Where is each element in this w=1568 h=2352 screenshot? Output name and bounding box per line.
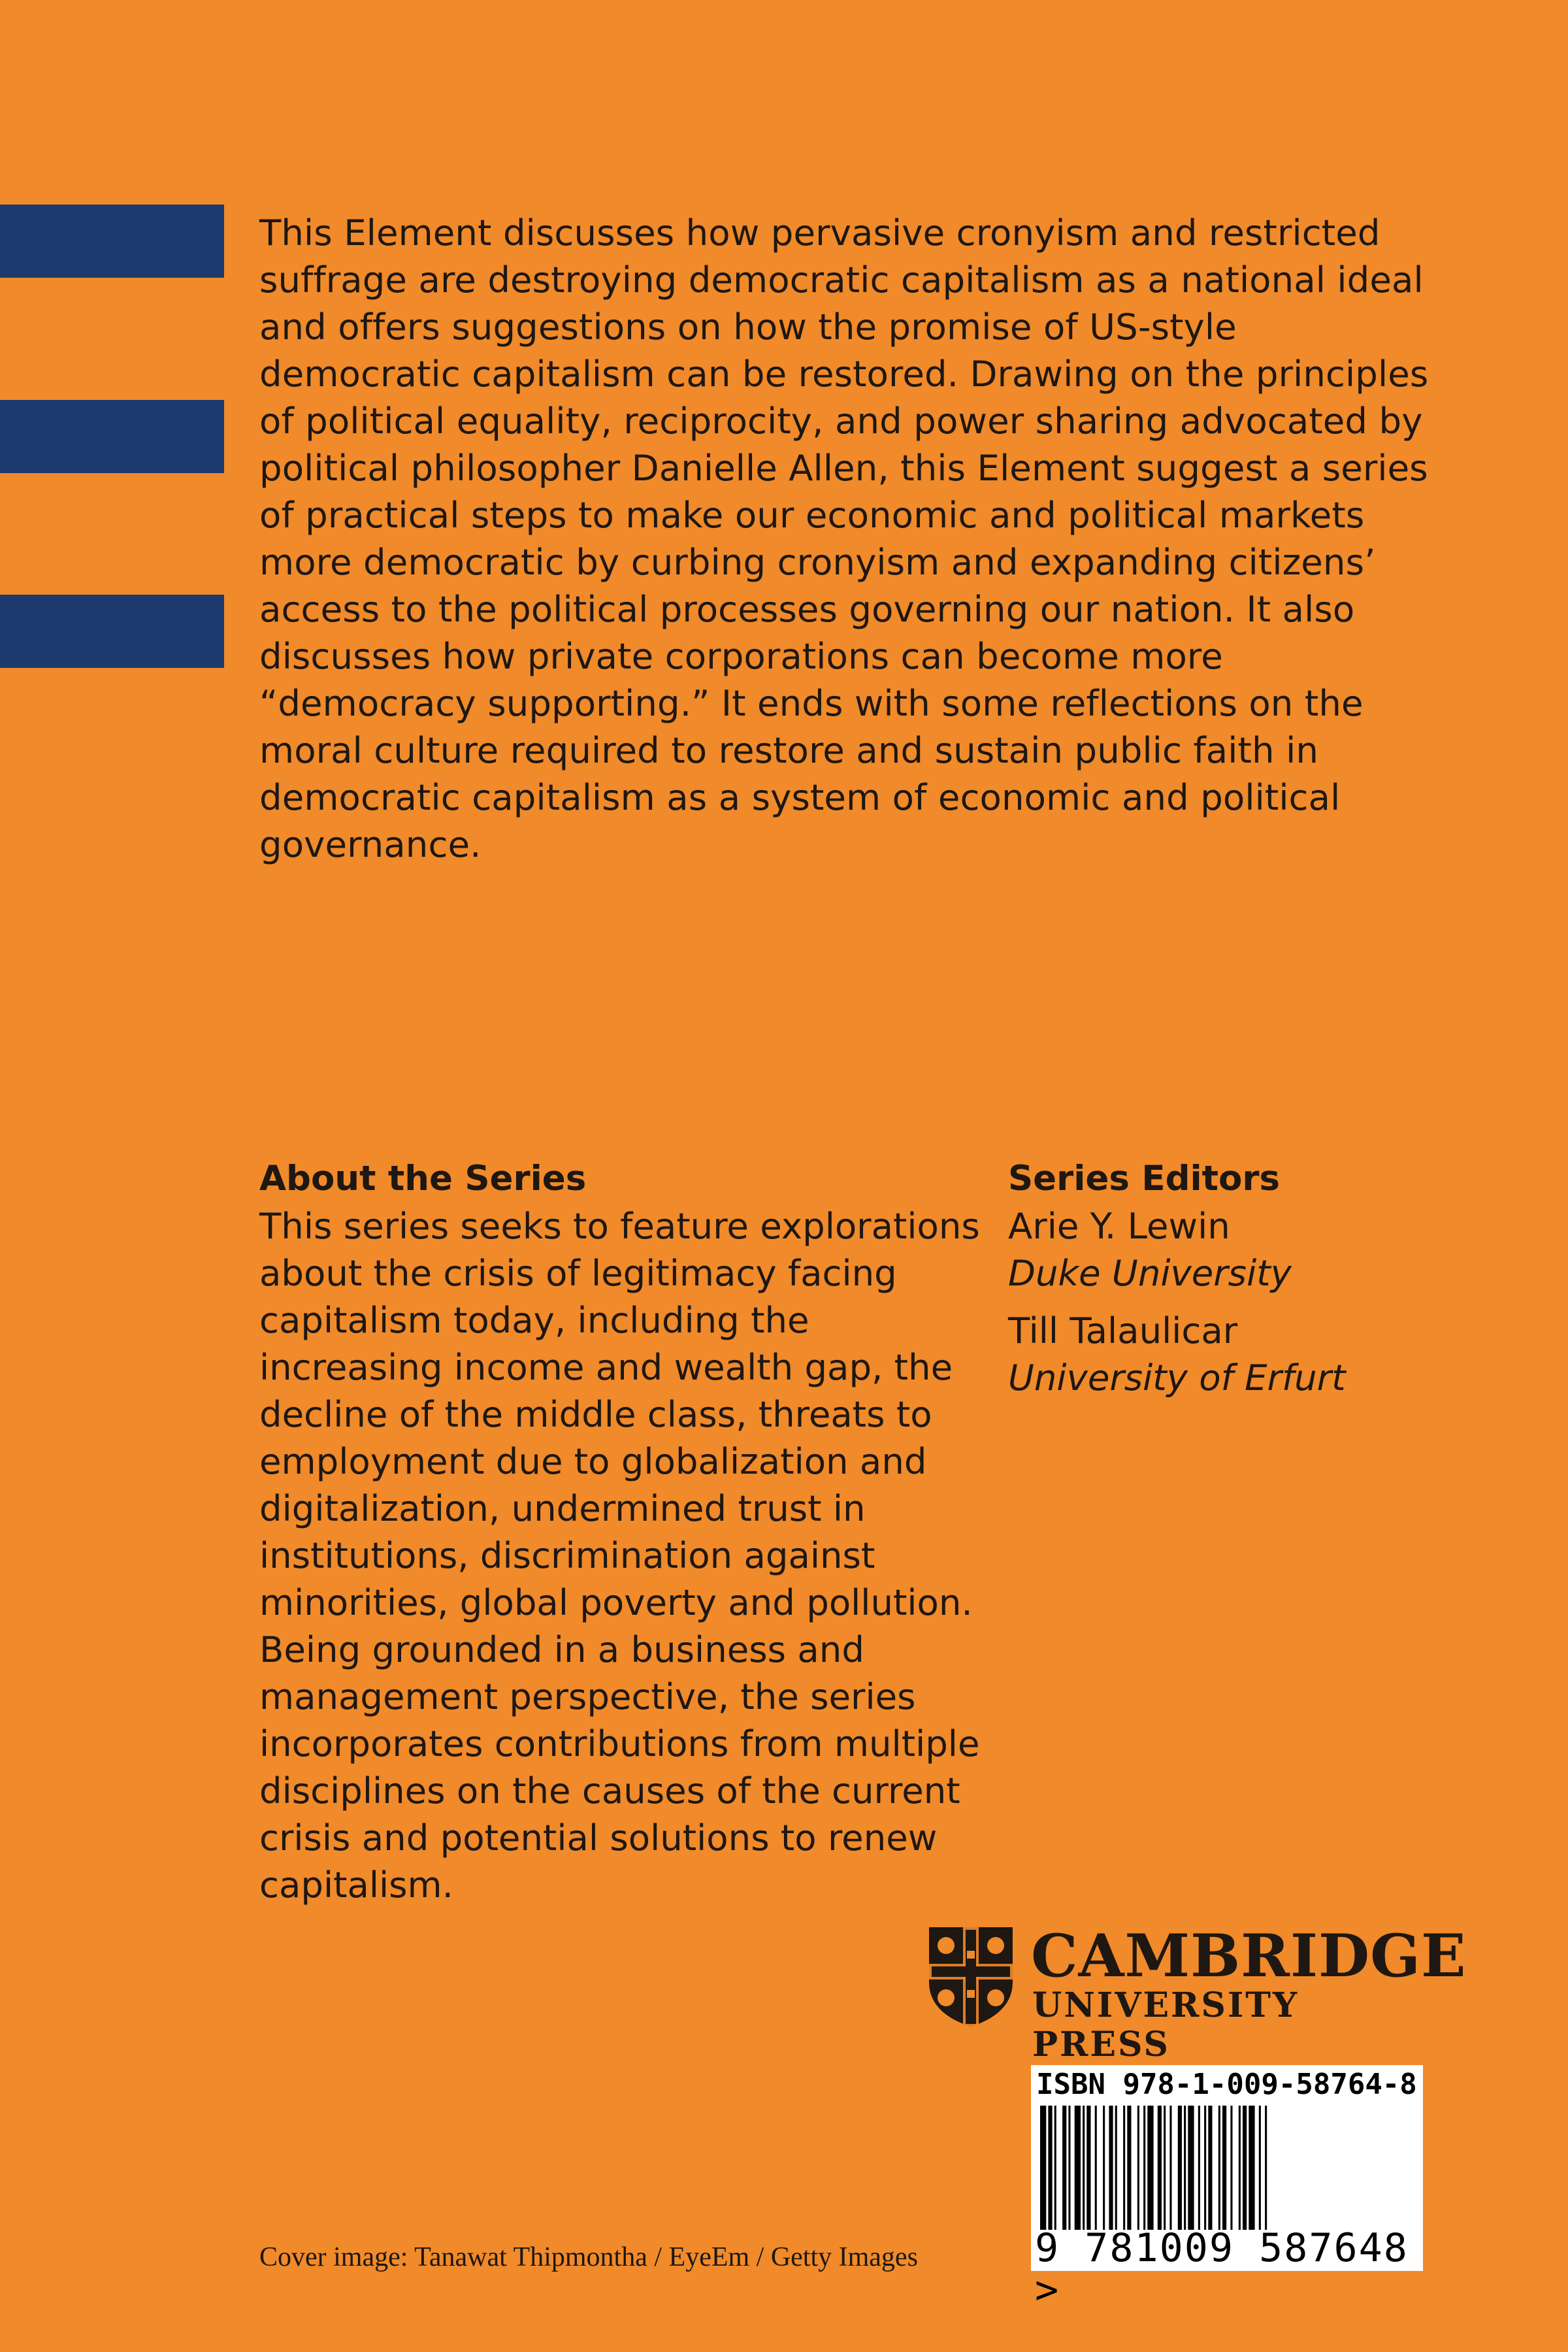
publisher-name: CAMBRIDGE: [1031, 1921, 1467, 1991]
barcode-bars: [1040, 2106, 1415, 2230]
about-series-text: This series seeks to feature explorations about the crisis of legitimacy facing capitalism today, including the increasing income and wealth gap, the decline of the middle class, threats to employment due to globalization and digitalization, undermined trust in institutions, discrimination against minorities, global poverty and pollution. Being grounded in a business and management perspective, the series incorporates contributions from multiple disciplines on the causes of the current crisis and potential solutions to renew capitalism.: [259, 1205, 980, 1906]
book-description: This Element discusses how pervasive cronyism and restricted suffrage are destroying democratic capitalism as a national ideal and offers suggestions on how the promise of US-style democratic capitalism can be restored. Drawing on the principles of political equality, reciprocity, and power sharing advocated by political philosopher Danielle Allen, this Element suggest a series of practical steps to make our economic and political markets more democratic by curbing cronyism and expanding citizens’ access to the political processes governing our nation. It also discusses how private corporations can become more “democracy supporting.” It ends with some reflections on the moral culture required to restore and sustain public faith in democratic capitalism as a system of economic and political governance.: [259, 212, 1429, 865]
editor-name: Arie Y. Lewin: [1008, 1205, 1230, 1247]
accent-bar-1: [0, 205, 224, 278]
series-editor: [1008, 1202, 1292, 1297]
accent-bar-3: [0, 595, 224, 668]
accent-bar-2: [0, 400, 224, 473]
isbn-digits: 9 781009 587648 >: [1035, 2225, 1409, 2313]
editor-name: Till Talaulicar: [1008, 1310, 1238, 1351]
editor-affiliation: University of Erfurt: [1008, 1357, 1346, 1399]
series-editor: [1008, 1307, 1345, 1401]
cambridge-shield-icon: [926, 1925, 1015, 2029]
publisher-subname: UNIVERSITY PRESS: [1032, 1985, 1299, 2064]
publisher-logo: [926, 1921, 1467, 2064]
isbn-label: ISBN 978-1-009-58764-8: [1036, 2068, 1417, 2101]
cover-image-credit: Cover image: Tanawat Thipmontha / EyeEm / Getty Images: [259, 2242, 918, 2272]
editor-affiliation: Duke University: [1008, 1252, 1292, 1294]
about-series-heading: About the Series: [259, 1159, 587, 1199]
series-editors-heading: Series Editors: [1008, 1159, 1281, 1199]
isbn-barcode: [1031, 2065, 1423, 2313]
